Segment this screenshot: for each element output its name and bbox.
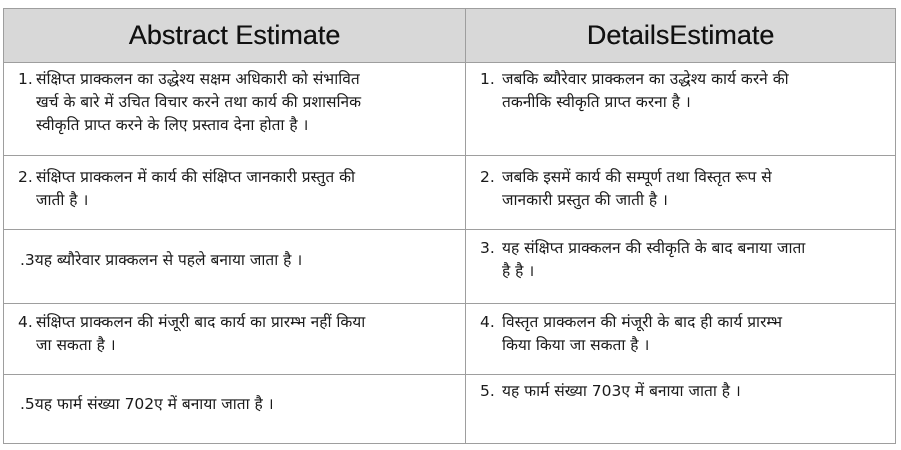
table-cell-details-1 — [480, 68, 888, 154]
cell-line: विस्तृत प्राक्कलन की मंजूरी के बाद ही कार्य प्रारम्भ — [502, 313, 782, 331]
item-number: 4. — [18, 313, 33, 331]
cell-line: यह संक्षिप्त प्राक्कलन की स्वीकृति के बाद बनाया जाता — [502, 239, 806, 257]
cell-line: जानकारी प्रस्तुत की जाती है । — [502, 191, 668, 209]
table-cell-abstract-4 — [18, 311, 458, 373]
table-header-row — [4, 9, 895, 63]
cell-line: स्वीकृति प्राप्त करने के लिए प्रस्ताव देना होता है । — [36, 116, 309, 134]
row-divider — [4, 374, 895, 375]
cell-line: संक्षिप्त प्राक्कलन की मंजूरी बाद कार्य का प्रारम्भ नहीं किया — [36, 313, 366, 331]
cell-line: जबकि ब्यौरेवार प्राक्कलन का उद्धेश्य कार्य करने की — [502, 70, 789, 88]
item-number: 3. — [480, 239, 495, 257]
item-number: 1. — [480, 70, 495, 88]
cell-line: जा सकता है । — [36, 336, 116, 354]
item-number: 1. — [18, 70, 33, 88]
cell-line: है है । — [502, 262, 535, 280]
cell-line: जाती है । — [36, 191, 89, 209]
cell-line: संक्षिप्त प्राक्कलन का उद्धेश्य सक्षम अधिकारी को संभावित — [36, 70, 360, 88]
cell-line: किया किया जा सकता है । — [502, 336, 650, 354]
item-number: 4. — [480, 313, 495, 331]
table-cell-abstract-5 — [20, 393, 460, 423]
cell-line: संक्षिप्त प्राक्कलन में कार्य की संक्षिप्त जानकारी प्रस्तुत की — [36, 168, 356, 186]
comparison-table — [3, 8, 896, 444]
cell-line: तकनीकि स्वीकृति प्राप्त करना है । — [502, 93, 691, 111]
cell-line: .5यह फार्म संख्या 702ए में बनाया जाता है । — [20, 395, 274, 413]
cell-line: .3यह ब्यौरेवार प्राक्कलन से पहले बनाया जाता है । — [20, 251, 303, 269]
item-number: 5. — [480, 382, 495, 400]
row-divider — [4, 155, 895, 156]
cell-line: खर्च के बारे में उचित विचार करने तथा कार्य की प्रशासनिक — [36, 93, 361, 111]
table-cell-details-5 — [480, 380, 888, 410]
table-cell-details-4 — [480, 311, 888, 373]
row-divider — [4, 229, 895, 230]
row-divider — [4, 303, 895, 304]
header-abstract-estimate: Abstract Estimate — [128, 20, 341, 50]
item-number: 2. — [480, 168, 495, 186]
cell-line: यह फार्म संख्या 703ए में बनाया जाता है । — [502, 382, 741, 400]
table-cell-abstract-3 — [20, 249, 460, 279]
table-cell-abstract-1 — [18, 68, 458, 154]
cell-line: जबकि इसमें कार्य की सम्पूर्ण तथा विस्तृत रूप से — [502, 168, 772, 186]
item-number: 2. — [18, 168, 33, 186]
table-cell-details-3 — [480, 237, 888, 299]
table-cell-abstract-2 — [18, 166, 458, 228]
header-details-estimate: DetailsEstimate — [586, 20, 775, 50]
column-divider — [465, 9, 466, 443]
table-cell-details-2 — [480, 166, 888, 228]
